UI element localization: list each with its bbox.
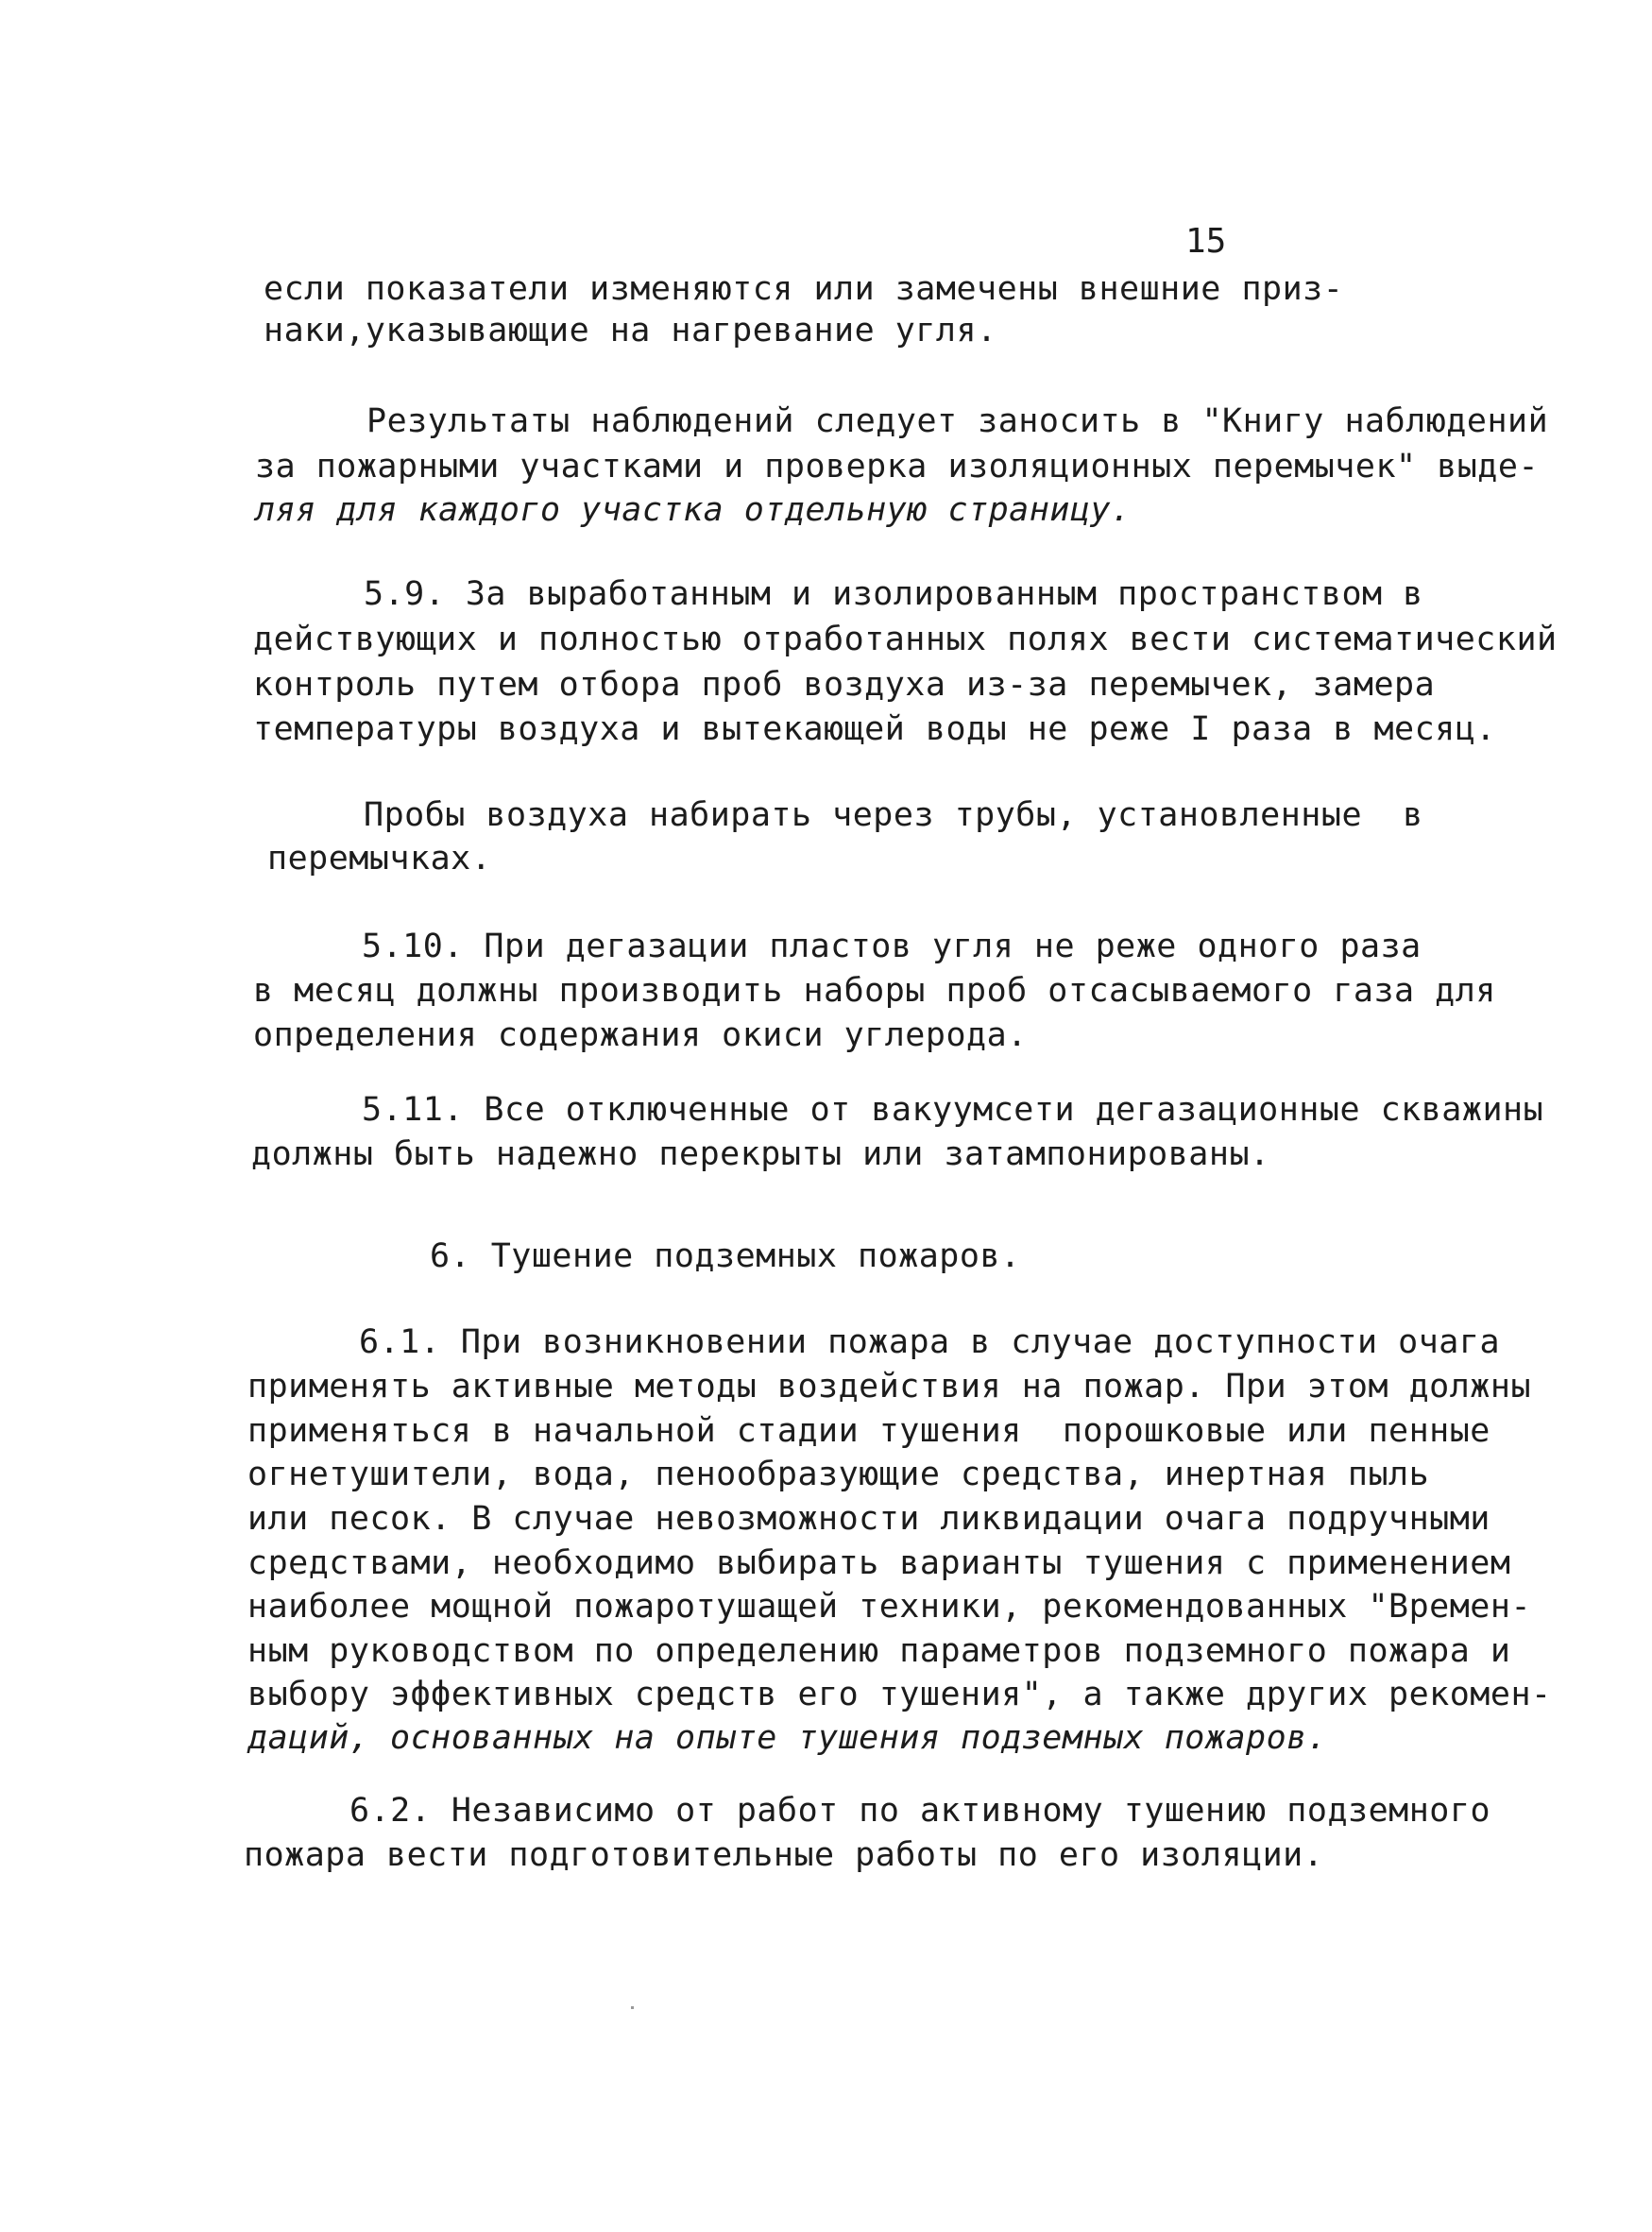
text-line: если показатели изменяются или замечены внешние приз- [264,270,1344,308]
page-number: 15 [1185,222,1227,261]
text-line: за пожарными участками и проверка изоляционных перемычек" выде- [255,448,1540,486]
text-line: средствами, необходимо выбирать варианты тушения с применением [247,1544,1511,1582]
text-line: ным руководством по определению параметров подземного пожара и [247,1632,1511,1670]
text-line: 5.10. При дегазации пластов угля не реже одного раза [362,928,1422,965]
text-line: наиболее мощной пожаротушащей техники, рекомендованных "Времен- [247,1588,1532,1626]
text-line: применяться в начальной стадии тушения порошковые или пенные [247,1412,1490,1450]
text-line: Пробы воздуха набирать через трубы, установленные в [364,796,1423,834]
text-line: должны быть надежно перекрыты или затампонированы. [251,1135,1270,1173]
text-line: выбору эффективных средств его тушения", а также других рекомен- [247,1676,1552,1713]
text-line: определения содержания окиси углерода. [253,1016,1028,1054]
text-line: Результаты наблюдений следует заносить в "Книгу наблюдений [366,402,1549,440]
text-line: действующих и полностью отработанных полях вести систематический [253,621,1558,658]
text-line: или песок. В случае невозможности ликвидации очага подручными [247,1500,1490,1538]
text-line: температуры воздуха и вытекающей воды не реже I раза в месяц. [253,710,1496,748]
text-line: перемычках. [267,840,492,877]
text-line: 5.9. За выработанным и изолированным пространством в [364,575,1423,613]
text-line: 6.1. При возникновении пожара в случае доступности очага [359,1323,1501,1361]
text-line: ляя для каждого участка отдельную страницу. [255,491,1132,529]
text-line: наки,указывающие на нагревание угля. [264,312,997,349]
text-line: даций, основанных на опыте тушения подземных пожаров. [247,1719,1328,1757]
section-heading: 6. Тушение подземных пожаров. [430,1237,1021,1275]
text-line: 6.2. Независимо от работ по активному тушению подземного [349,1792,1491,1830]
text-line: 5.11. Все отключенные от вакуумсети дегазационные скважины [362,1091,1544,1129]
text-line: в месяц должны производить наборы проб отсасываемого газа для [253,972,1496,1010]
text-line: пожара вести подготовительные работы по его изоляции. [244,1836,1324,1874]
scan-speck [631,2006,634,2009]
text-line: огнетушители, вода, пенообразующие средства, инертная пыль [247,1456,1430,1493]
text-line: контроль путем отбора проб воздуха из-за перемычек, замера [253,666,1436,704]
text-line: применять активные методы воздействия на пожар. При этом должны [247,1368,1532,1406]
